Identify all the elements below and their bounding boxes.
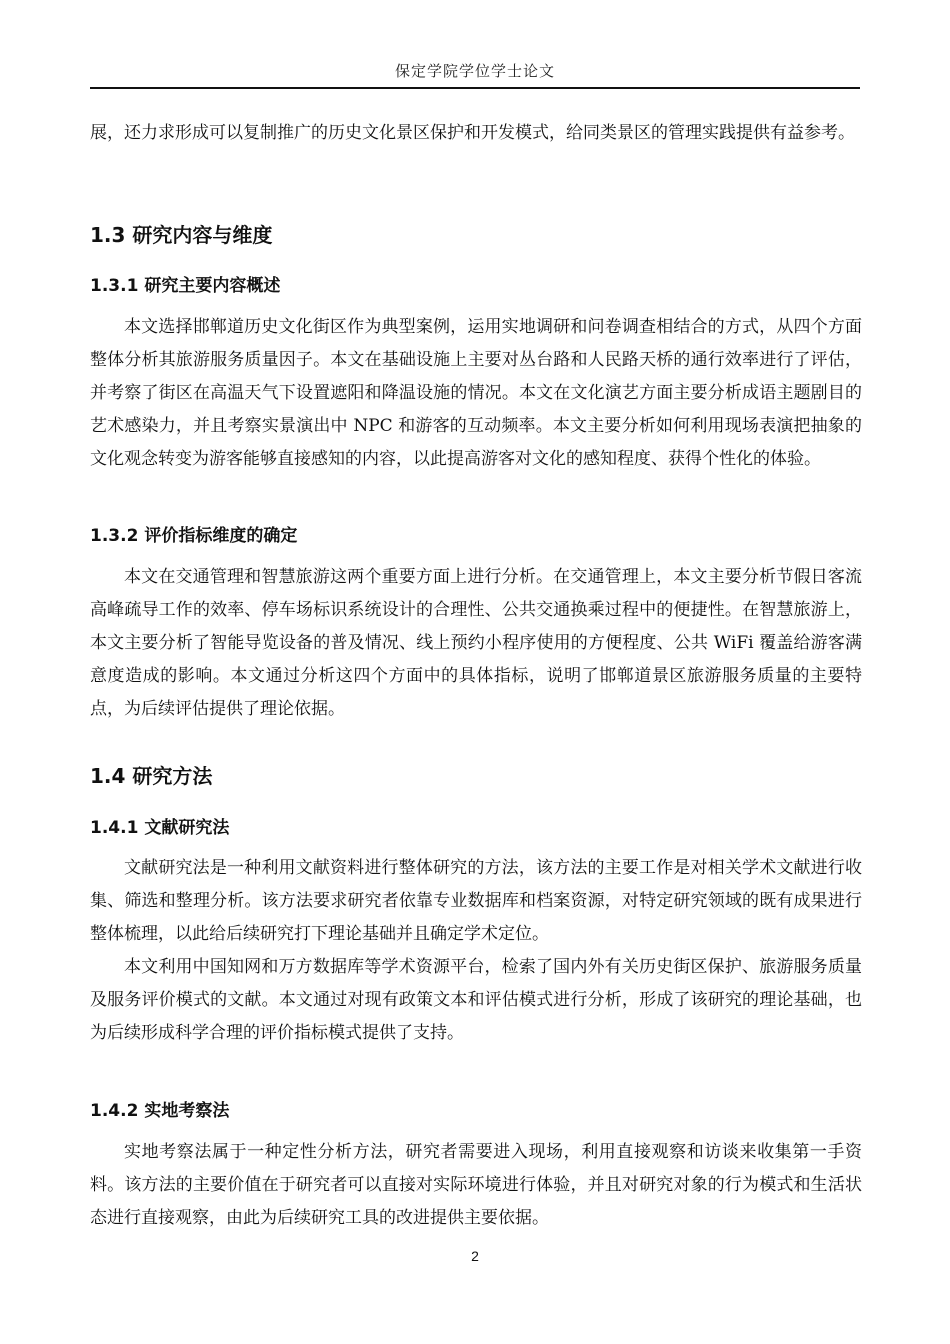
subsection-heading-1-4-2: 1.4.2 实地考察法 xyxy=(90,1101,230,1121)
paragraph-1-4-1-a: 文献研究法是一种利用文献资料进行整体研究的方法，该方法的主要工作是对相关学术文献进行收集、筛选和整理分析。该方法要求研究者依靠专业数据库和档案资源，对特定研究领域的既有成果进行整体梳理，以此给后续研究打下理论基础并且确定学术定位。 xyxy=(90,858,862,944)
paragraph-1-3-1: 本文选择邯郸道历史文化街区作为典型案例，运用实地调研和问卷调查相结合的方式，从四个方面整体分析其旅游服务质量因子。本文在基础设施上主要对丛台路和人民路天桥的通行效率进行了评估，并考察了街区在高温天气下设置遮阳和降温设施的情况。本文在文化演艺方面主要分析成语主题剧目的艺术感染力，并且考察实景演出中 NPC 和游客的互动频率。本文主要分析如何利用现场表演把抽象的文化观念转变为游客能够直接感知的内容，以此提高游客对文化的感知程度、获得个性化的体验。 xyxy=(90,317,862,469)
page-number: 2 xyxy=(471,1248,479,1264)
paragraph-continuation: 展，还力求形成可以复制推广的历史文化景区保护和开发模式，给同类景区的管理实践提供有益参考。 xyxy=(90,123,855,143)
section-heading-1-4: 1.4 研究方法 xyxy=(90,764,213,788)
subsection-heading-1-3-2: 1.3.2 评价指标维度的确定 xyxy=(90,526,298,546)
header-rule xyxy=(90,87,860,89)
subsection-heading-1-4-1: 1.4.1 文献研究法 xyxy=(90,818,230,838)
section-heading-1-3: 1.3 研究内容与维度 xyxy=(90,223,273,247)
paragraph-1-4-2: 实地考察法属于一种定性分析方法，研究者需要进入现场，利用直接观察和访谈来收集第一手资料。该方法的主要价值在于研究者可以直接对实际环境进行体验，并且对研究对象的行为模式和生活状态进行直接观察，由此为后续研究工具的改进提供主要依据。 xyxy=(90,1142,862,1228)
subsection-heading-1-3-1: 1.3.1 研究主要内容概述 xyxy=(90,276,281,296)
running-header: 保定学院学位学士论文 xyxy=(394,62,555,80)
paragraph-1-3-2: 本文在交通管理和智慧旅游这两个重要方面上进行分析。在交通管理上，本文主要分析节假日客流高峰疏导工作的效率、停车场标识系统设计的合理性、公共交通换乘过程中的便捷性。在智慧旅游上，本文主要分析了智能导览设备的普及情况、线上预约小程序使用的方便程度、公共 WiFi 覆盖给游客满意度造成的影响。本文通过分析这四个方面中的具体指标，说明了邯郸道景区旅游服务质量的主要特点，为后续评估提供了理论依据。 xyxy=(90,567,862,719)
paragraph-1-4-1-b: 本文利用中国知网和万方数据库等学术资源平台，检索了国内外有关历史街区保护、旅游服务质量及服务评价模式的文献。本文通过对现有政策文本和评估模式进行分析，形成了该研究的理论基础，也为后续形成科学合理的评价指标模式提供了支持。 xyxy=(90,957,862,1043)
